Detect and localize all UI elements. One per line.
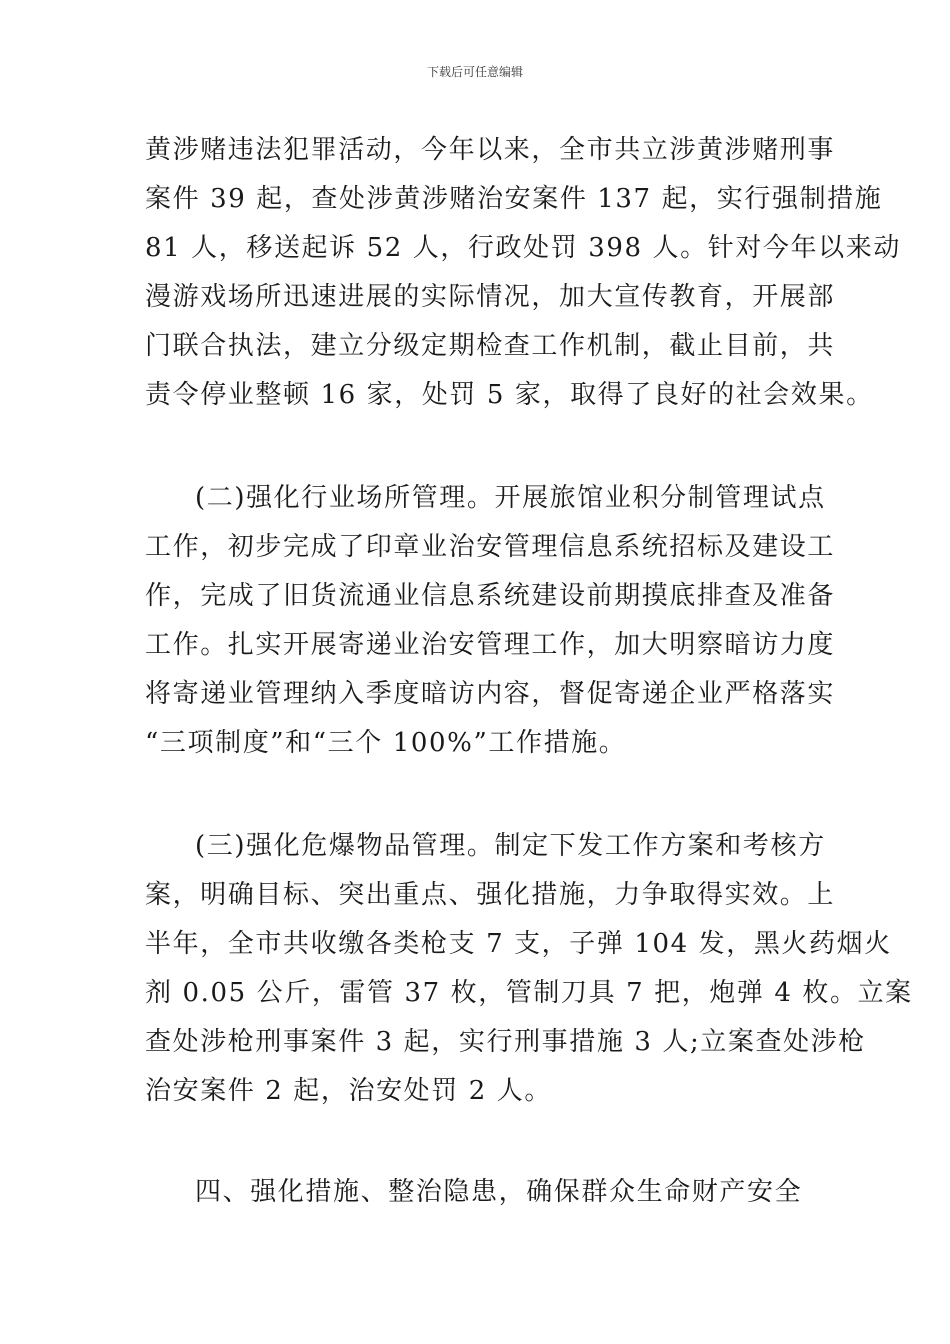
text-line: 剂 0.05 公斤，雷管 37 枚，管制刀具 7 把，炮弹 4 枚。立案 — [145, 978, 913, 1008]
page-header: 下载后可任意编辑 — [426, 65, 523, 79]
text-line: 门联合执法，建立分级定期检查工作机制，截止目前，共 — [145, 331, 836, 361]
text-line: 工作。扎实开展寄递业治安管理工作，加大明察暗访力度 — [145, 630, 836, 660]
text-line: 案，明确目标、突出重点、强化措施，力争取得实效。上 — [145, 880, 836, 910]
text-line: 半年，全市共收缴各类枪支 7 支，子弹 104 发，黑火药烟火 — [145, 929, 892, 959]
text-line: 查处涉枪刑事案件 3 起，实行刑事措施 3 人;立案查处涉枪 — [145, 1027, 866, 1057]
text-line: (三)强化危爆物品管理。制定下发工作方案和考核方 — [195, 831, 826, 861]
text-line: 黄涉赌违法犯罪活动，今年以来，全市共立涉黄涉赌刑事 — [145, 135, 836, 165]
text-line: “三项制度”和“三个 100%”工作措施。 — [145, 728, 627, 758]
section-heading: 四、强化措施、整治隐患，确保群众生命财产安全 — [195, 1177, 803, 1207]
text-line: 工作，初步完成了印章业治安管理信息系统招标及建设工 — [145, 532, 836, 562]
text-line: 案件 39 起，查处涉黄涉赌治安案件 137 起，实行强制措施 — [145, 184, 883, 214]
text-line: 81 人，移送起诉 52 人，行政处罚 398 人。针对今年以来动 — [145, 233, 901, 263]
text-line: 将寄递业管理纳入季度暗访内容，督促寄递企业严格落实 — [145, 679, 836, 709]
text-line: 作，完成了旧货流通业信息系统建设前期摸底排查及准备 — [145, 581, 836, 611]
text-line: 治安案件 2 起，治安处罚 2 人。 — [145, 1076, 552, 1106]
text-line: 责令停业整顿 16 家，处罚 5 家，取得了良好的社会效果。 — [145, 380, 874, 410]
text-line: (二)强化行业场所管理。开展旅馆业积分制管理试点 — [195, 483, 826, 513]
text-line: 漫游戏场所迅速进展的实际情况，加大宣传教育，开展部 — [145, 282, 836, 312]
